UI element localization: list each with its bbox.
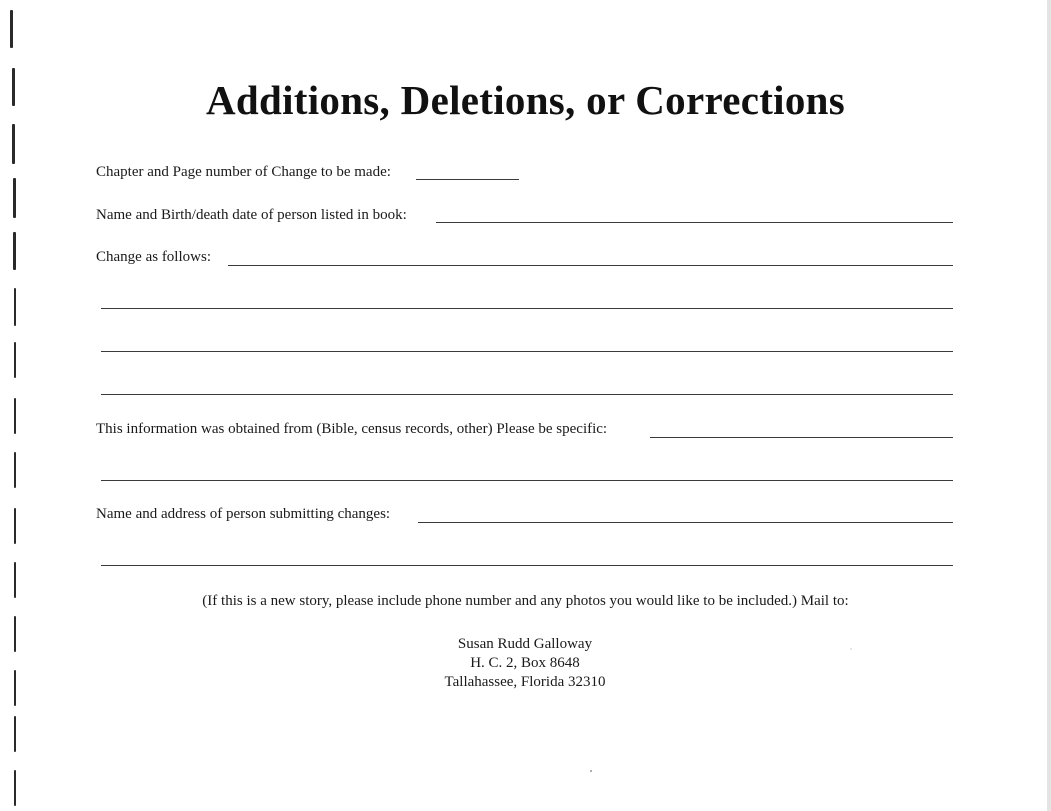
change-label: Change as follows: [96, 249, 211, 265]
chapter-page-label: Chapter and Page number of Change to be made: [96, 164, 391, 180]
binding-ring [13, 178, 16, 218]
change-field-line-1[interactable] [228, 265, 953, 266]
mailing-address [425, 635, 625, 692]
change-field-line-4[interactable] [101, 394, 953, 395]
binding-ring [12, 124, 15, 164]
scan-speck [850, 648, 852, 650]
source-field-line-2[interactable] [101, 480, 953, 481]
change-field-line-2[interactable] [101, 308, 953, 309]
chapter-page-field[interactable] [416, 179, 519, 180]
binding-ring [14, 670, 16, 706]
change-field-line-3[interactable] [101, 351, 953, 352]
binding-ring [14, 770, 16, 806]
binding-ring [14, 616, 16, 652]
binding-ring [14, 288, 16, 326]
binding-ring [14, 342, 16, 378]
page-title: Additions, Deletions, or Corrections [205, 77, 846, 123]
submitter-field-line-2[interactable] [101, 565, 953, 566]
binding-ring [14, 716, 16, 752]
source-label: This information was obtained from (Bible, census records, other) Please be specific: [96, 421, 608, 437]
new-story-note: (If this is a new story, please include phone number and any photos you would like to be included.) Mail to: [202, 593, 849, 609]
name-birth-field[interactable] [436, 222, 953, 223]
name-birth-label: Name and Birth/death date of person listed in book: [96, 207, 407, 223]
binding-ring [13, 232, 16, 270]
binding-ring [14, 398, 16, 434]
address-street: H. C. 2, Box 8648 [470, 655, 580, 671]
scan-speck [590, 770, 592, 772]
submitter-field-line-1[interactable] [418, 522, 953, 523]
binding-ring [14, 508, 16, 544]
address-name: Susan Rudd Galloway [457, 636, 593, 652]
binding-ring [14, 452, 16, 488]
submitter-label: Name and address of person submitting changes: [96, 506, 391, 522]
address-city: Tallahassee, Florida 32310 [444, 674, 606, 690]
source-field-line-1[interactable] [650, 437, 953, 438]
binding-ring [10, 10, 13, 48]
